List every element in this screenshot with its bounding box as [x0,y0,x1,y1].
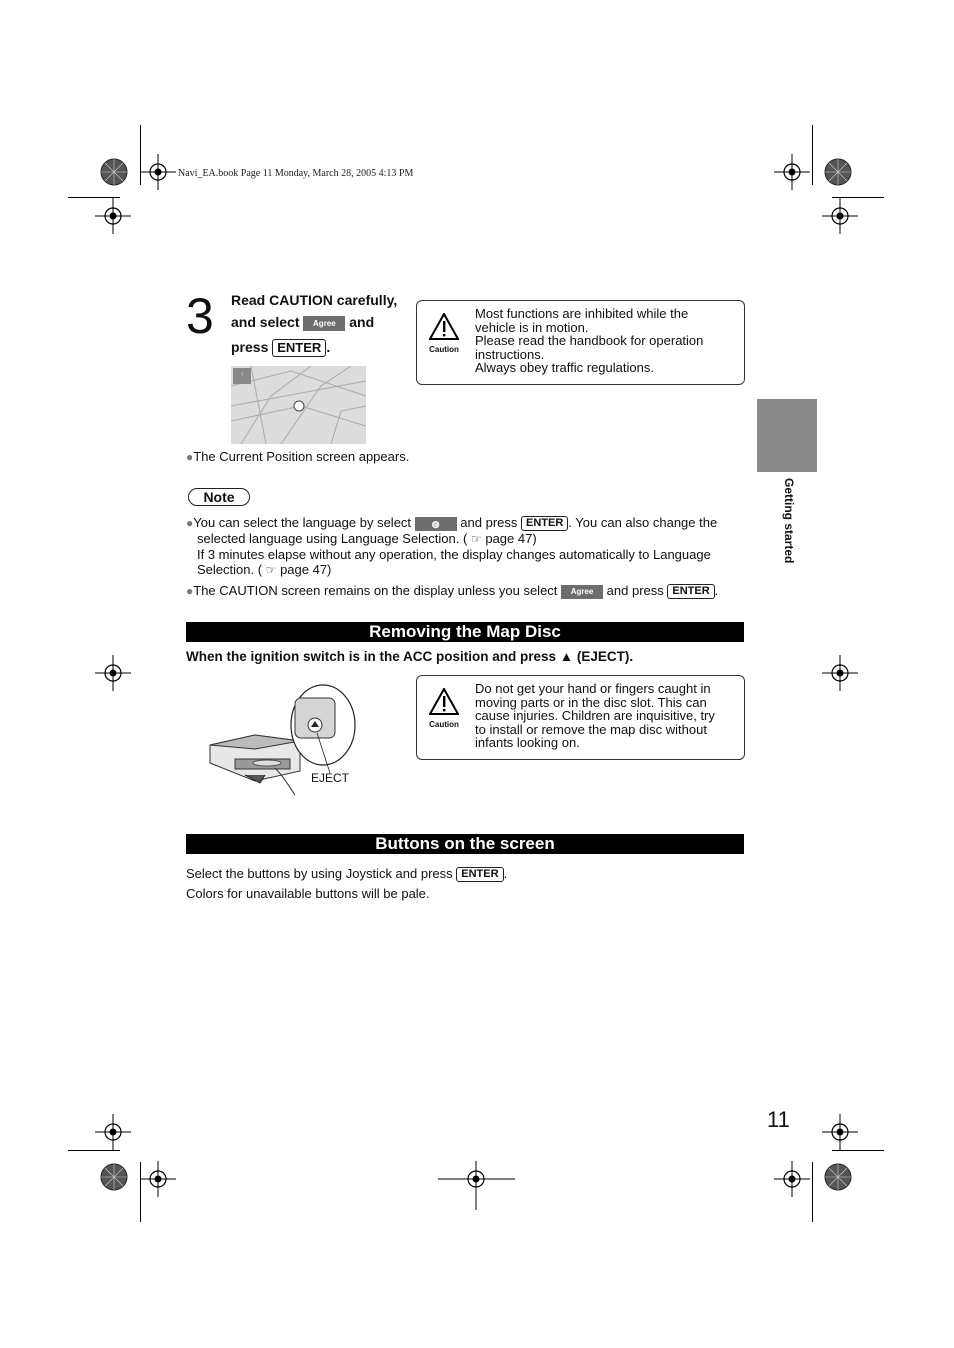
caution-box-motion [416,300,745,385]
caution-triangle-icon: Caution [427,688,461,729]
section-title-buttons-on-screen: Buttons on the screen [186,834,744,854]
caution-triangle-icon: Caution [427,313,461,354]
enter-key-icon: ENTER [456,867,503,882]
step-number: 3 [186,288,214,344]
note-bullet-1: ●You can select the language by select ◍ and press ENTER . You can also change the selected language using Language Selection. ( ☞ page 47) If 3 minutes elapse without any operation, the display changes automatically to Language Selection. ( ☞ page 47) [186,515,718,578]
step3-line1: Read CAUTION carefully, [231,292,398,308]
bullet-icon: ● [186,516,194,530]
buttons-line1: Select the buttons by using Joystick and press ENTER . [186,866,508,881]
step3-instruction [231,289,421,358]
page-number: 11 [767,1107,790,1132]
eject-label: EJECT [311,771,350,785]
side-tab-marker [757,399,817,472]
page-reference-hand-icon: ☞ [265,563,277,578]
buttons-line2: Colors for unavailable buttons will be pale. [186,886,430,901]
enter-key-icon: ENTER [667,584,714,599]
caution-text: Do not get your hand or fingers caught in moving parts or in the disc slot. This can cause injuries. Children are inquisitive, try to install or remove the map disc without infants looking on. [475,681,715,751]
step3-result: ●The Current Position screen appears. [186,449,410,464]
bullet-icon: ● [186,584,194,598]
section-title-removing-map-disc: Removing the Map Disc [186,622,744,642]
eject-instruction: When the ignition switch is in the ACC position and press ▲ (EJECT). [186,649,634,664]
agree-button-icon: Agree [561,585,603,599]
note-bullet-2: ●The CAUTION screen remains on the display unless you select Agree and press ENTER . [186,583,719,598]
registration-mark-icon [101,159,127,185]
note-badge: Note [188,488,250,506]
agree-button-icon: Agree [303,316,345,331]
svg-text:↓: ↓ [240,371,244,377]
file-info: Navi_EA.book Page 11 Monday, March 28, 2005 4:13 PM [178,168,414,179]
language-button-icon: ◍ [415,517,457,531]
caution-text: Most functions are inhibited while the vehicle is in motion. Please read the handbook for operation instructions. Always obey traffic regulations. [475,306,704,376]
current-position-map-thumbnail [231,366,366,444]
caution-box-disc-slot [416,675,745,760]
enter-key-icon: ENTER [521,516,568,531]
step3-line2: and select Agree and [231,314,375,330]
page-reference-hand-icon: ☞ [470,532,482,547]
side-tab-label: Getting started [782,478,796,564]
eject-icon: ▲ [559,649,574,664]
bullet-icon: ● [186,450,194,464]
enter-key-icon: ENTER [272,339,326,357]
step3-line3: press ENTER . [231,339,331,356]
